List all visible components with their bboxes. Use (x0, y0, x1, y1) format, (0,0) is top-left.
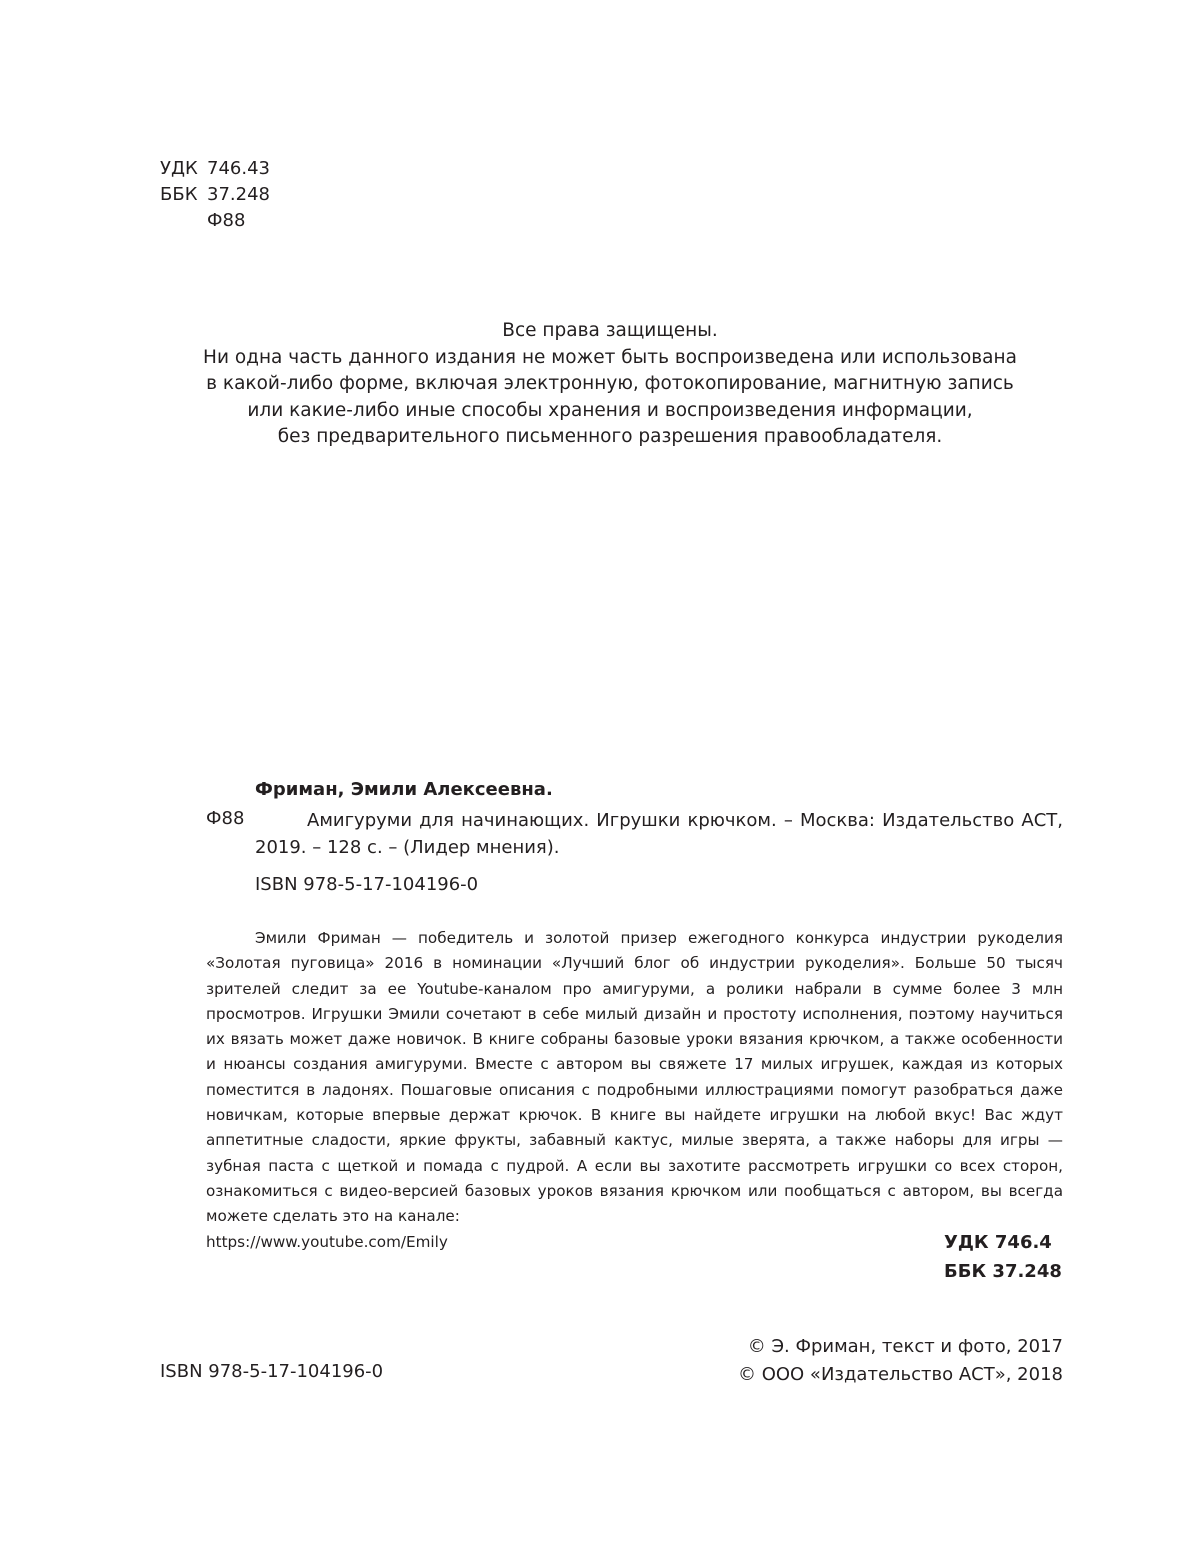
catalog-isbn: ISBN 978-5-17-104196-0 (255, 874, 479, 895)
catalog-description (255, 807, 1063, 861)
annotation-url[interactable]: https://www.youtube.com/Emily (206, 1232, 448, 1251)
classification-block (160, 156, 270, 234)
rights-line: без предварительного письменного разрешения правообладателя. (277, 426, 943, 447)
rights-line: Ни одна часть данного издания не может быть воспроизведена или использована (203, 346, 1017, 368)
udk-bottom: УДК 746.4 (944, 1232, 1052, 1253)
rights-line: Все права защищены. (502, 320, 718, 341)
udk-row (160, 156, 270, 182)
bbk-row (160, 182, 270, 208)
rights-line: в какой-либо форме, включая электронную, фотокопирование, магнитную запись (206, 373, 1014, 394)
copyright-line-author: © Э. Фриман, текст и фото, 2017 (747, 1336, 1063, 1357)
author-mark: Ф88 (207, 210, 246, 231)
footer-isbn: ISBN 978-5-17-104196-0 (160, 1361, 384, 1382)
copyright-block (738, 1333, 1063, 1389)
rights-line: или какие-либо иные способы хранения и воспроизведения информации, (247, 399, 973, 421)
udk-label: УДК (160, 158, 198, 179)
bbk-bottom: ББК 37.248 (944, 1261, 1062, 1282)
annotation-text: Эмили Фриман — победитель и золотой призер ежегодного конкурса индустрии рукоделия «Золотая пуговица» 2016 в номинации «Лучший блог об индустрии рукоделия». Больше 50 тысяч зрителей следит за ее Youtube-каналом про амигуруми, а ролики набрали в сумме более 3 млн просмотров. Игрушки Эмили сочетают в себе милый дизайн и простоту исполнения, поэтому научиться их вязать может даже новичок. В книге собраны базовые уроки вязания крючком, а также особенности и нюансы создания амигуруми. Вместе с автором вы свяжете 17 милых игрушек, каждая из которых поместится в ладонях. Пошаговые описания с подробными иллюстрациями помогут разобраться даже новичкам, которые впервые держат крючок. В книге вы найдете игрушки на любой вкус! Вас ждут аппетитные сладости, яркие фрукты, забавный кактус, милые зверята, а также наборы для игры — зубная паста с щеткой и помада с пудрой. А если вы захотите рассмотреть игрушки со всех сторон, ознакомиться с видео-версией базовых уроков вязания крючком или пообщаться с автором, вы всегда можете сделать это на канале: (206, 929, 1063, 1226)
classification-bottom (944, 1228, 1062, 1286)
udk-value: 746.43 (207, 158, 270, 179)
copyright-line-publisher: © ООО «Издательство АСТ», 2018 (737, 1364, 1063, 1385)
annotation (206, 926, 1063, 1255)
catalog-author: Фриман, Эмили Алексеевна. (255, 779, 553, 800)
author-mark-row (160, 208, 270, 234)
rights-notice (120, 318, 1100, 451)
catalog-description-text: Амигуруми для начинающих. Игрушки крючком. – Москва: Издательство АСТ, 2019. – 128 с. – (Лидер мнения). (255, 810, 1063, 858)
catalog-mark: Ф88 (206, 808, 245, 829)
bbk-label: ББК (160, 184, 198, 205)
bbk-value: 37.248 (207, 184, 270, 205)
